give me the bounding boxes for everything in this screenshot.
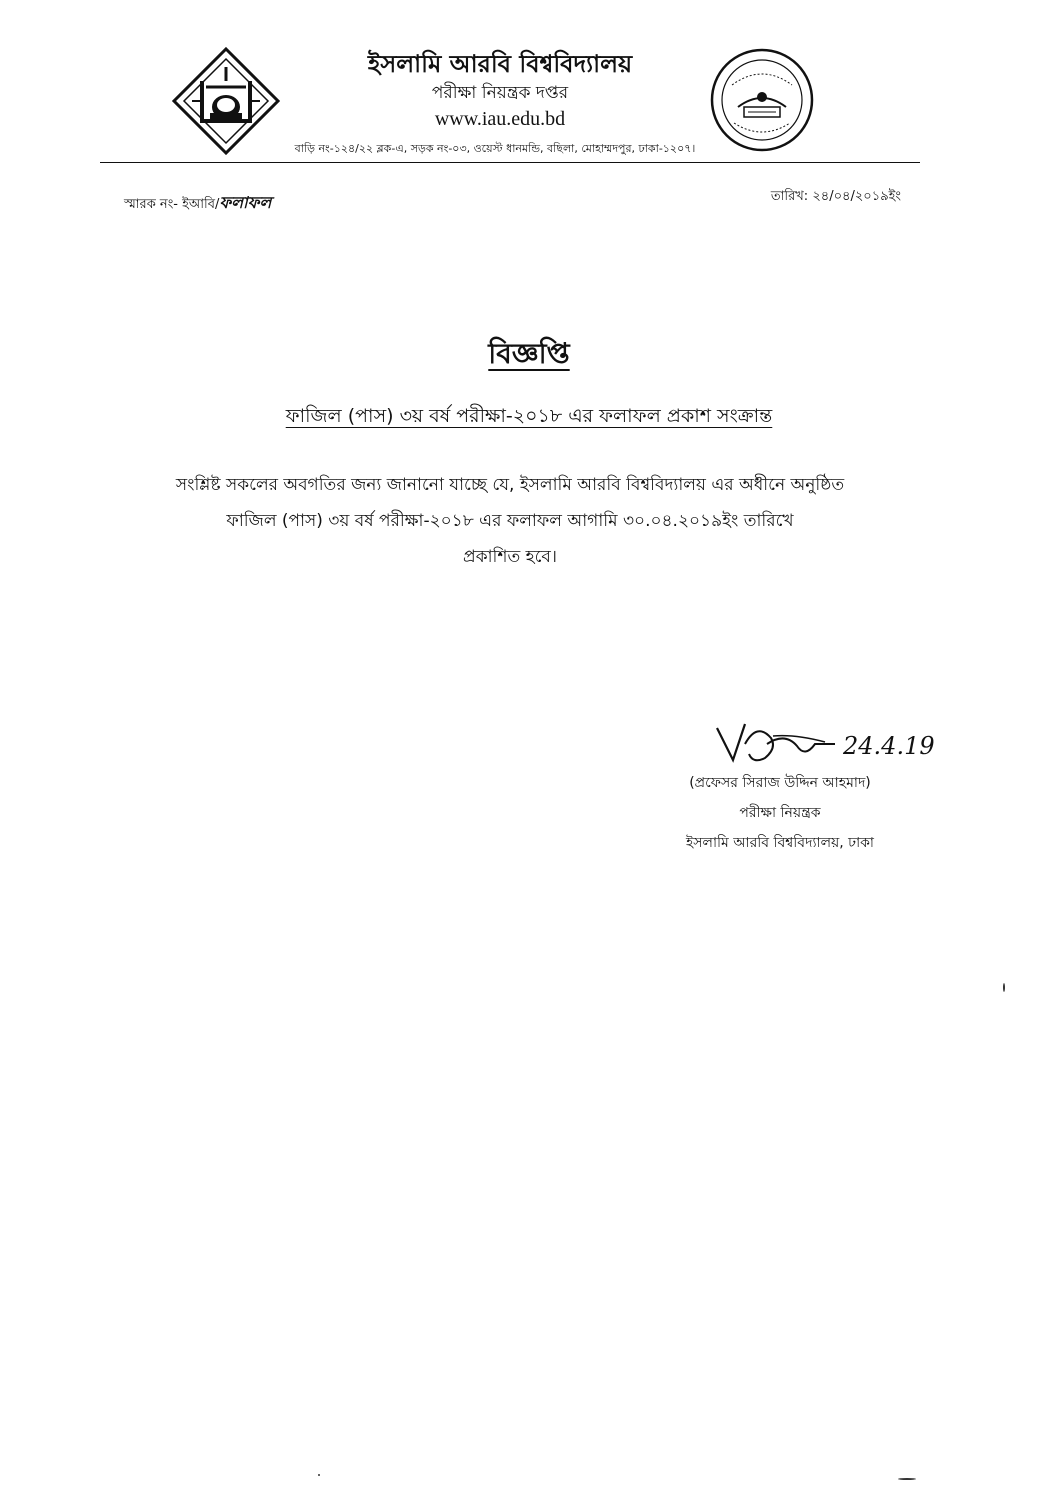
scan-artifact	[1003, 983, 1005, 992]
signatory-name: (প্রফেসর সিরাজ উদ্দিন আহমাদ)	[689, 775, 871, 791]
office-address: বাড়ি নং-১২৪/২২ ব্লক-এ, সড়ক নং-০৩, ওয়েস্ট ধানমন্ডি, বছিলা, মোহাম্মদপুর, ঢাকা-১২০৭।	[294, 142, 696, 155]
scan-artifact	[898, 1478, 916, 1480]
notice-body	[110, 467, 910, 575]
memo-number	[124, 190, 271, 217]
signature-date: 24.4.19	[843, 732, 935, 760]
body-line: ফাজিল (পাস) ৩য় বর্ষ পরীক্ষা-২০১৮ এর ফলাফল আগামি ৩০.০৪.২০১৯ইং তারিখে	[226, 511, 794, 531]
notice-heading	[0, 332, 1058, 379]
body-line: প্রকাশিত হবে।	[463, 547, 557, 567]
signatory-organization: ইসলামি আরবি বিশ্ববিদ্যালয়, ঢাকা	[685, 835, 874, 851]
header-divider	[100, 162, 920, 163]
notice-subject	[0, 402, 1058, 434]
office-name: পরীক্ষা নিয়ন্ত্রক দপ্তর	[431, 83, 569, 103]
signatory-designation: পরীক্ষা নিয়ন্ত্রক	[739, 805, 821, 821]
university-logo	[172, 47, 280, 155]
signatory-block	[630, 768, 930, 858]
notice-date: তারিখ: ২৪/০৪/২০১৯ইং	[770, 189, 901, 204]
memo-handwritten: ফলাফল	[219, 193, 272, 212]
university-name: ইসলামি আরবি বিশ্ববিদ্যালয়	[367, 49, 633, 78]
notice-heading-text: বিজ্ঞপ্তি	[488, 337, 570, 370]
scan-artifact	[318, 1474, 320, 1476]
website-link[interactable]: www.iau.edu.bd	[434, 108, 566, 130]
memo-prefix: স্মারক নং- ইআবি/	[124, 197, 220, 212]
handwritten-signature	[705, 714, 985, 770]
office-seal	[708, 45, 816, 155]
body-line: সংশ্লিষ্ট সকলের অবগতির জন্য জানানো যাচ্ছে যে, ইসলামি আরবি বিশ্ববিদ্যালয় এর অধীনে অনুষ্ঠিত	[175, 475, 845, 495]
letterhead	[300, 48, 700, 132]
notice-subject-text: ফাজিল (পাস) ৩য় বর্ষ পরীক্ষা-২০১৮ এর ফলাফল প্রকাশ সংক্রান্ত	[285, 405, 773, 427]
